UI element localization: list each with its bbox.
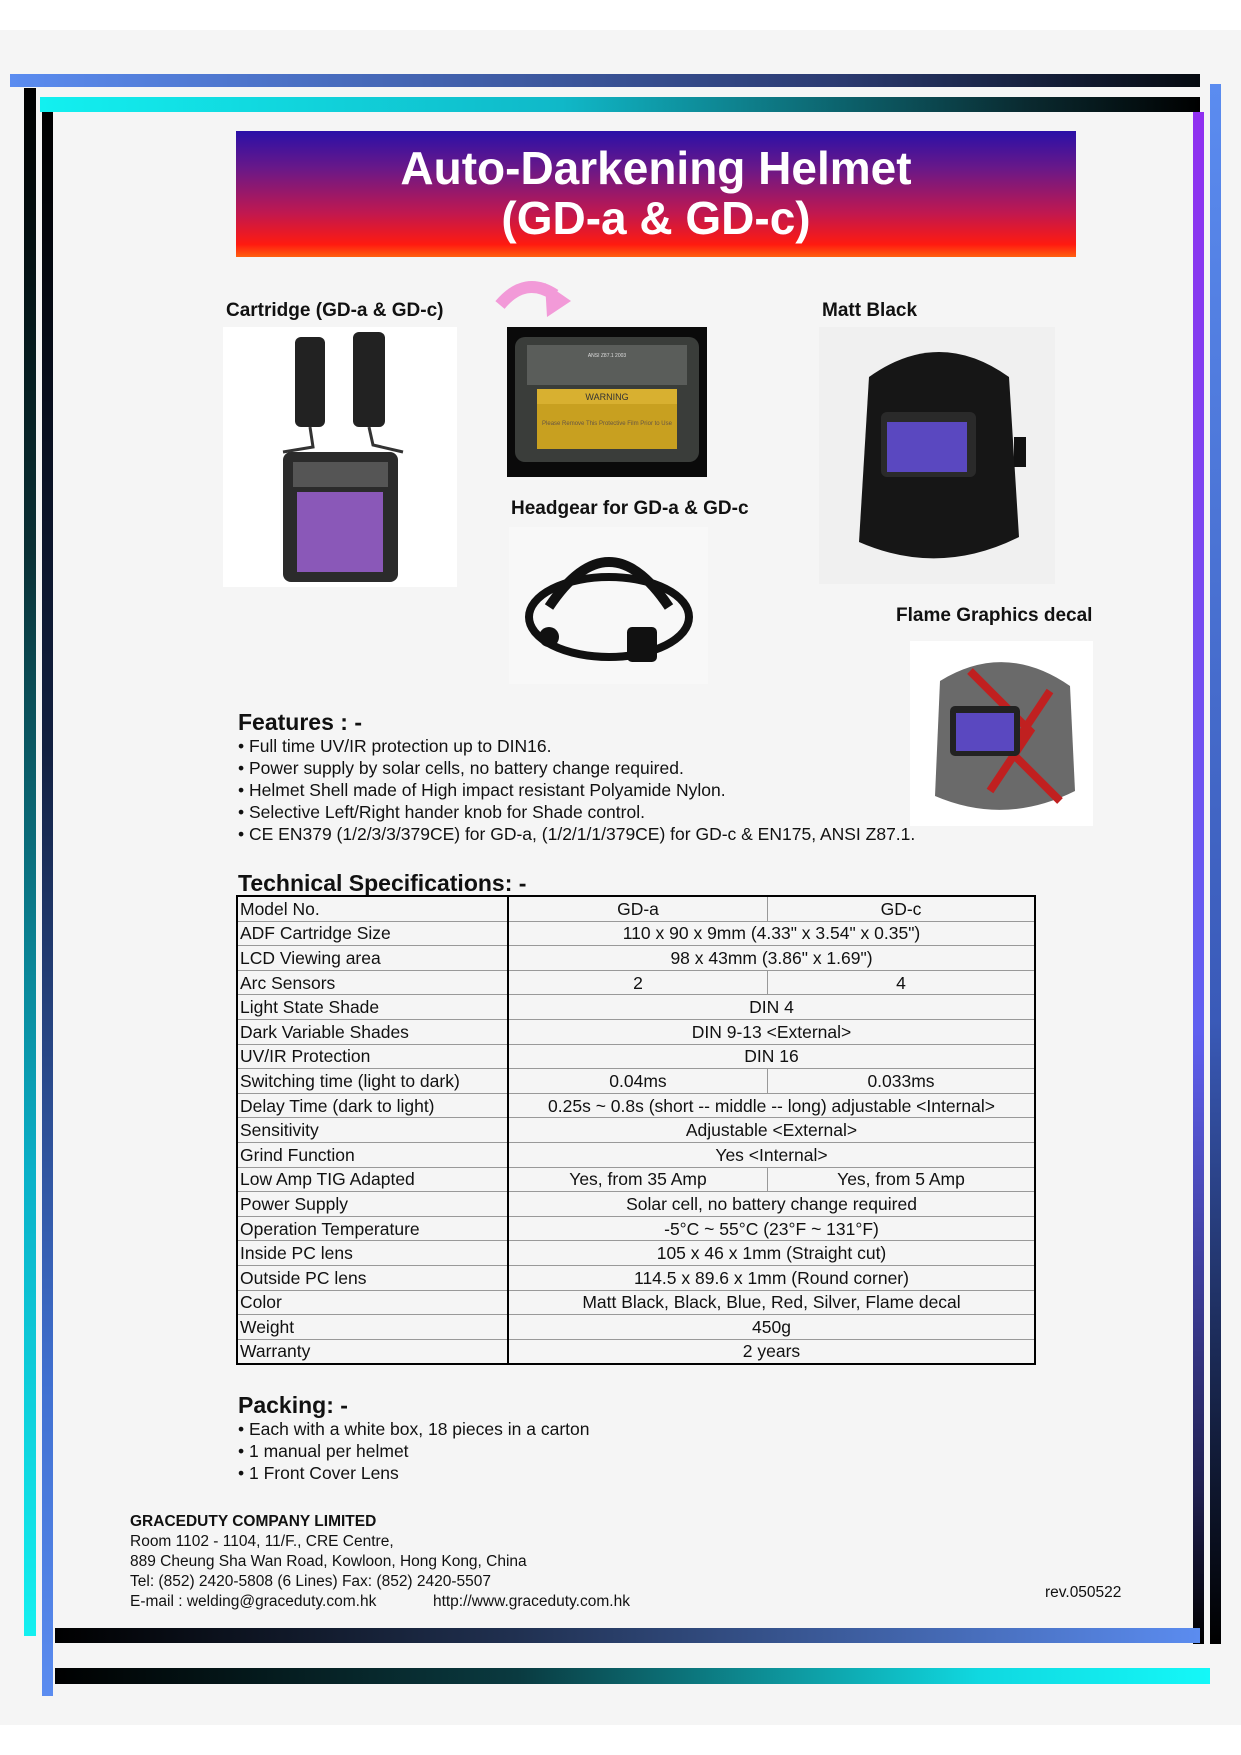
company-info xyxy=(130,1512,630,1612)
spec-label: ADF Cartridge Size xyxy=(237,921,508,946)
packing-heading: Packing: - xyxy=(238,1392,348,1418)
bottom-border-bar-outer xyxy=(55,1668,1210,1684)
spec-label: Dark Variable Shades xyxy=(237,1019,508,1044)
spec-value: Adjustable <External> xyxy=(508,1118,1035,1143)
spec-row xyxy=(237,1241,1035,1266)
packing-list xyxy=(238,1418,589,1484)
spec-row xyxy=(237,1044,1035,1069)
specs-heading: Technical Specifications: - xyxy=(238,870,527,896)
cartridge-label-image xyxy=(507,327,707,477)
top-border-bar-inner xyxy=(40,97,1200,112)
right-border-bar xyxy=(1210,84,1221,1644)
spec-value: DIN 9-13 <External> xyxy=(508,1019,1035,1044)
page-title-line2: (GD-a & GD-c) xyxy=(501,192,811,244)
spec-row xyxy=(237,1290,1035,1315)
flame-caption: Flame Graphics decal xyxy=(896,605,1093,626)
spec-label: Low Amp TIG Adapted xyxy=(237,1167,508,1192)
spec-row xyxy=(237,946,1035,971)
flame-helmet-image xyxy=(910,641,1093,826)
spec-label: Weight xyxy=(237,1315,508,1340)
spec-row xyxy=(237,896,1035,921)
spec-value-gd-c: Yes, from 5 Amp xyxy=(768,1167,1036,1192)
spec-label: UV/IR Protection xyxy=(237,1044,508,1069)
spec-label: Operation Temperature xyxy=(237,1216,508,1241)
spec-value: 2 years xyxy=(508,1339,1035,1364)
spec-value-gd-c: 4 xyxy=(768,970,1036,995)
spec-value: 98 x 43mm (3.86" x 1.69") xyxy=(508,946,1035,971)
spec-value-gd-c: GD-c xyxy=(768,896,1036,921)
spec-row xyxy=(237,1118,1035,1143)
spec-value: Solar cell, no battery change required xyxy=(508,1192,1035,1217)
packing-item: • Each with a white box, 18 pieces in a carton xyxy=(238,1418,589,1440)
spec-value-gd-a: GD-a xyxy=(508,896,768,921)
spec-label: Color xyxy=(237,1290,508,1315)
spec-row xyxy=(237,995,1035,1020)
top-border-bar xyxy=(10,74,1200,87)
website-link[interactable]: http://www.graceduty.com.hk xyxy=(432,1593,630,1610)
feature-item: • Selective Left/Right hander knob for Shade control. xyxy=(238,801,915,823)
spec-value: 114.5 x 89.6 x 1mm (Round corner) xyxy=(508,1265,1035,1290)
matt-black-caption: Matt Black xyxy=(822,300,918,321)
left-border-bar xyxy=(24,88,36,1636)
arrow-icon xyxy=(495,275,575,325)
spec-value: Yes <Internal> xyxy=(508,1142,1035,1167)
spec-row xyxy=(237,1142,1035,1167)
headgear-image xyxy=(509,527,708,684)
page-background xyxy=(0,30,1241,1725)
spec-row xyxy=(237,1167,1035,1192)
spec-label: Outside PC lens xyxy=(237,1265,508,1290)
headgear-caption: Headgear for GD-a & GD-c xyxy=(511,498,749,519)
spec-label: LCD Viewing area xyxy=(237,946,508,971)
warning-detail-text: Please Remove This Protective Film Prior to Use xyxy=(542,421,672,427)
spec-row xyxy=(237,1315,1035,1340)
warning-text: WARNING xyxy=(585,392,629,402)
spec-value: 450g xyxy=(508,1315,1035,1340)
phone-fax: Tel: (852) 2420-5808 (6 Lines) Fax: (852) 2420-5507 xyxy=(130,1573,492,1590)
right-border-bar-inner xyxy=(1193,112,1204,1644)
spec-value-gd-a: 2 xyxy=(508,970,768,995)
spec-row xyxy=(237,970,1035,995)
spec-label: Inside PC lens xyxy=(237,1241,508,1266)
cartridge-caption: Cartridge (GD-a & GD-c) xyxy=(226,300,444,321)
spec-value: 105 x 46 x 1mm (Straight cut) xyxy=(508,1241,1035,1266)
spec-value: Matt Black, Black, Blue, Red, Silver, Flame decal xyxy=(508,1290,1035,1315)
spec-label: Grind Function xyxy=(237,1142,508,1167)
email-link[interactable]: E-mail : welding@graceduty.com.hk xyxy=(130,1593,377,1610)
address-line-2: 889 Cheung Sha Wan Road, Kowloon, Hong Kong, China xyxy=(130,1553,527,1570)
left-border-bar-inner xyxy=(42,112,53,1696)
features-list xyxy=(238,735,915,845)
title-banner xyxy=(236,131,1076,257)
spec-row xyxy=(237,1339,1035,1364)
spec-value-gd-a: Yes, from 35 Amp xyxy=(508,1167,768,1192)
packing-item: • 1 manual per helmet xyxy=(238,1440,589,1462)
spec-label: Sensitivity xyxy=(237,1118,508,1143)
spec-label: Switching time (light to dark) xyxy=(237,1069,508,1094)
spec-label: Warranty xyxy=(237,1339,508,1364)
contact-line xyxy=(130,1592,630,1612)
spec-value: 0.25s ~ 0.8s (short -- middle -- long) adjustable <Internal> xyxy=(508,1093,1035,1118)
company-name: GRACEDUTY COMPANY LIMITED xyxy=(130,1513,377,1530)
spec-value: DIN 4 xyxy=(508,995,1035,1020)
standard-text: ANSI Z87.1 2003 xyxy=(587,353,627,359)
packing-item: • 1 Front Cover Lens xyxy=(238,1462,589,1484)
features-heading: Features : - xyxy=(238,709,362,735)
spec-value-gd-a: 0.04ms xyxy=(508,1069,768,1094)
feature-item: • Power supply by solar cells, no battery change required. xyxy=(238,757,915,779)
spec-row xyxy=(237,1192,1035,1217)
spec-row xyxy=(237,1019,1035,1044)
feature-item: • CE EN379 (1/2/3/3/379CE) for GD-a, (1/2/1/1/379CE) for GD-c & EN175, ANSI Z87.1. xyxy=(238,823,915,845)
spec-row xyxy=(237,921,1035,946)
spec-label: Arc Sensors xyxy=(237,970,508,995)
feature-item: • Full time UV/IR protection up to DIN16. xyxy=(238,735,915,757)
page-title-line1: Auto-Darkening Helmet xyxy=(400,142,912,194)
spec-value-gd-c: 0.033ms xyxy=(768,1069,1036,1094)
spec-label: Power Supply xyxy=(237,1192,508,1217)
spec-label: Model No. xyxy=(237,896,508,921)
matt-black-helmet-image xyxy=(819,327,1055,584)
bottom-border-bar xyxy=(55,1628,1200,1643)
spec-row xyxy=(237,1069,1035,1094)
spec-value: DIN 16 xyxy=(508,1044,1035,1069)
specs-table xyxy=(236,895,1036,1365)
revision-label: rev.050522 xyxy=(1045,1584,1122,1601)
cartridge-image xyxy=(223,327,457,587)
feature-item: • Helmet Shell made of High impact resistant Polyamide Nylon. xyxy=(238,779,915,801)
spec-row xyxy=(237,1093,1035,1118)
address-line-1: Room 1102 - 1104, 11/F., CRE Centre, xyxy=(130,1533,394,1550)
spec-value: -5°C ~ 55°C (23°F ~ 131°F) xyxy=(508,1216,1035,1241)
spec-value: 110 x 90 x 9mm (4.33" x 3.54" x 0.35") xyxy=(508,921,1035,946)
spec-label: Delay Time (dark to light) xyxy=(237,1093,508,1118)
spec-row xyxy=(237,1216,1035,1241)
spec-row xyxy=(237,1265,1035,1290)
spec-label: Light State Shade xyxy=(237,995,508,1020)
